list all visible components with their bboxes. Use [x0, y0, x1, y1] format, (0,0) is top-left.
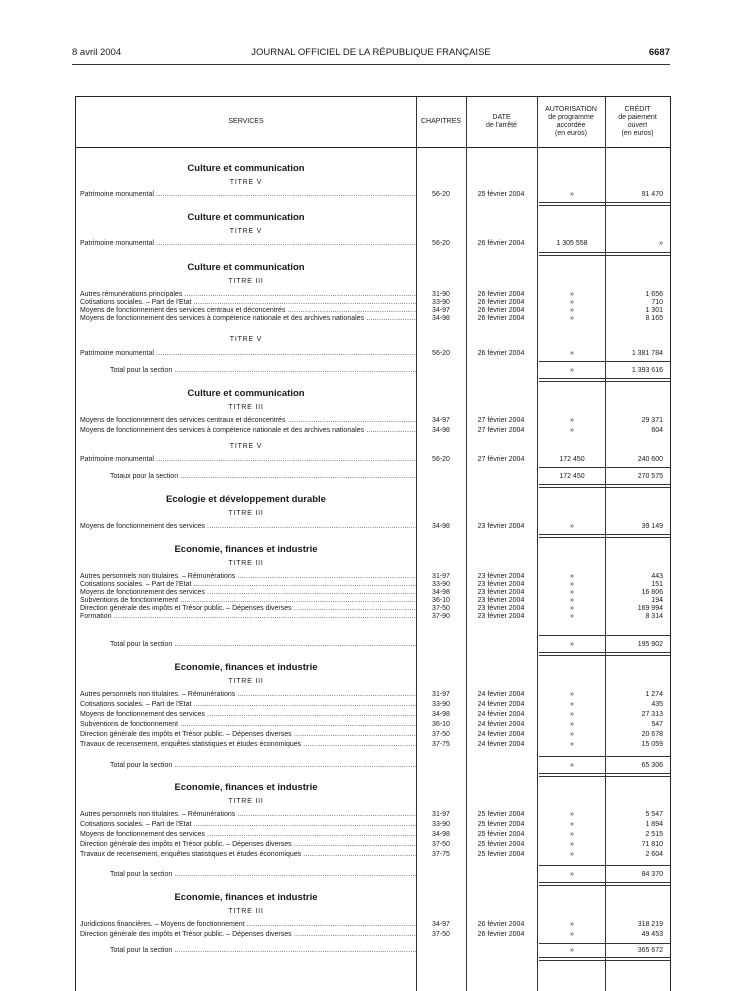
- total-rule: [539, 756, 670, 757]
- credit-cell: 29 371: [641, 417, 663, 424]
- autorisation-cell: »: [570, 589, 574, 596]
- date-cell: 23 février 2004: [477, 605, 525, 612]
- autorisation-cell: »: [570, 691, 574, 698]
- total-rule: [539, 635, 670, 636]
- service-label: Autres rémunérations principales .....: [80, 290, 416, 300]
- autorisation-cell: »: [570, 731, 574, 738]
- section-title: Ecologie et développement durable: [166, 494, 326, 505]
- issue-date: 8 avril 2004: [72, 47, 122, 58]
- table-row: [76, 690, 670, 700]
- total-label: Total pour la section .....: [110, 640, 416, 650]
- service-label: Autres personnels non titulaires. – Rémunérations .....: [80, 810, 416, 820]
- total-rule: [539, 467, 670, 468]
- service-label: Patrimoine monumental .....: [80, 349, 416, 359]
- date-cell: 23 février 2004: [477, 523, 525, 530]
- service-label: Direction générale des impôts et Trésor public. – Dépenses diverses .....: [80, 840, 416, 850]
- credit-cell: 1 656: [645, 291, 663, 298]
- chapitre-cell: 34-98: [432, 831, 450, 838]
- table-row: [76, 426, 670, 436]
- chapitre-cell: 56-20: [432, 350, 450, 357]
- table-row: [76, 700, 670, 710]
- autorisation-cell: »: [570, 947, 574, 954]
- chapitre-cell: 37-50: [432, 605, 450, 612]
- credit-cell: 1 301: [645, 307, 663, 314]
- autorisation-cell: »: [570, 573, 574, 580]
- service-label: Juridictions financières. – Moyens de fonctionnement .....: [80, 920, 416, 930]
- titre-heading: TITRE III: [228, 560, 264, 567]
- service-label: Formation .....: [80, 612, 416, 622]
- journal-title: JOURNAL OFFICIEL DE LA RÉPUBLIQUE FRANÇAISE: [251, 47, 491, 58]
- credit-cell: 151: [651, 581, 663, 588]
- date-cell: 25 février 2004: [477, 831, 525, 838]
- credit-cell: 2 604: [645, 851, 663, 858]
- autorisation-cell: »: [570, 307, 574, 314]
- table-row: [76, 850, 670, 860]
- total-label: Total pour la section .....: [110, 761, 416, 771]
- credit-cell: 49 453: [641, 931, 663, 938]
- credit-cell: 194: [651, 597, 663, 604]
- titre-heading: TITRE III: [228, 510, 264, 517]
- total-label: Total pour la section .....: [110, 870, 416, 880]
- total-label: Totaux pour la section .....: [110, 472, 416, 482]
- date-cell: 24 février 2004: [477, 731, 525, 738]
- page-number: 6687: [648, 47, 670, 58]
- credit-cell: 240 600: [637, 456, 663, 463]
- total-row: [76, 640, 670, 650]
- date-cell: 24 février 2004: [477, 721, 525, 728]
- section-title: Culture et communication: [187, 212, 305, 223]
- chapitre-cell: 56-20: [432, 456, 450, 463]
- autorisation-cell: »: [570, 417, 574, 424]
- date-cell: 25 février 2004: [477, 821, 525, 828]
- col-header-autorisation-text: AUTORISATION de programme accordée (en euros): [545, 106, 597, 137]
- chapitre-cell: 36-10: [432, 721, 450, 728]
- autorisation-cell: »: [570, 811, 574, 818]
- chapitre-cell: 36-10: [432, 597, 450, 604]
- chapitre-cell: 37-90: [432, 613, 450, 620]
- credit-cell: »: [659, 240, 663, 247]
- credit-cell: 443: [651, 573, 663, 580]
- titre-heading: TITRE III: [228, 278, 264, 285]
- autorisation-cell: »: [570, 315, 574, 322]
- service-label: Direction générale des impôts et Trésor public. – Dépenses diverses .....: [80, 604, 416, 614]
- autorisation-cell: »: [570, 613, 574, 620]
- date-cell: 23 février 2004: [477, 597, 525, 604]
- date-cell: 23 février 2004: [477, 613, 525, 620]
- autorisation-cell: »: [570, 581, 574, 588]
- titre-heading: TITRE V: [229, 179, 263, 186]
- credit-cell: 318 219: [637, 921, 663, 928]
- autorisation-cell: »: [570, 701, 574, 708]
- titre-heading: TITRE III: [228, 908, 264, 915]
- credit-cell: 1 393 616: [631, 367, 663, 374]
- date-cell: 24 février 2004: [477, 741, 525, 748]
- total-row: [76, 761, 670, 771]
- autorisation-cell: »: [570, 721, 574, 728]
- col-header-chapitres: [416, 97, 466, 147]
- chapitre-cell: 37-50: [432, 931, 450, 938]
- autorisation-cell: »: [570, 931, 574, 938]
- chapitre-cell: 33-90: [432, 299, 450, 306]
- service-label: Moyens de fonctionnement des services .....: [80, 522, 416, 532]
- table-row: [76, 455, 670, 465]
- date-cell: 24 février 2004: [477, 701, 525, 708]
- service-label: Travaux de recensement, enquêtes statistiques et études économiques .....: [80, 740, 416, 750]
- autorisation-cell: »: [570, 841, 574, 848]
- section-title: Culture et communication: [187, 262, 305, 273]
- col-header-date: [466, 97, 537, 147]
- section-title: Economie, finances et industrie: [174, 662, 318, 673]
- chapitre-cell: 56-20: [432, 240, 450, 247]
- credit-cell: 8 165: [645, 315, 663, 322]
- date-cell: 25 février 2004: [477, 191, 525, 198]
- credit-cell: 1 894: [645, 821, 663, 828]
- service-label: Autres personnels non titulaires. – Rémunérations .....: [80, 690, 416, 700]
- credit-cell: 1 381 784: [631, 350, 663, 357]
- autorisation-cell: 172 450: [559, 456, 585, 463]
- date-cell: 26 février 2004: [477, 931, 525, 938]
- autorisation-cell: »: [570, 641, 574, 648]
- table-row: [76, 920, 670, 930]
- chapitre-cell: 31-97: [432, 691, 450, 698]
- date-cell: 23 février 2004: [477, 589, 525, 596]
- table-row: [76, 810, 670, 820]
- credit-cell: 71 810: [641, 841, 663, 848]
- table-row: [76, 416, 670, 426]
- chapitre-cell: 37-50: [432, 731, 450, 738]
- chapitre-cell: 37-50: [432, 841, 450, 848]
- titre-heading: TITRE V: [229, 336, 263, 343]
- table-row: [76, 730, 670, 740]
- service-label: Moyens de fonctionnement des services .....: [80, 588, 416, 598]
- table-row: [76, 740, 670, 750]
- date-cell: 27 février 2004: [477, 427, 525, 434]
- col-header-chapitres-text: CHAPITRES: [420, 118, 462, 125]
- table-header: [76, 97, 670, 148]
- service-label: Moyens de fonctionnement des services centraux et déconcentrés .....: [80, 416, 416, 426]
- chapitre-cell: 37-75: [432, 851, 450, 858]
- chapitre-cell: 33-90: [432, 581, 450, 588]
- credit-cell: 27 313: [641, 711, 663, 718]
- autorisation-cell: »: [570, 831, 574, 838]
- chapitre-cell: 34-98: [432, 315, 450, 322]
- date-cell: 25 février 2004: [477, 841, 525, 848]
- date-cell: 27 février 2004: [477, 456, 525, 463]
- table-row: [76, 820, 670, 830]
- total-double-rule: [539, 534, 670, 538]
- autorisation-cell: 1 305 558: [556, 240, 588, 247]
- section-title: Economie, finances et industrie: [174, 782, 318, 793]
- chapitre-cell: 33-90: [432, 821, 450, 828]
- section-title: Culture et communication: [187, 163, 305, 174]
- autorisation-cell: »: [570, 191, 574, 198]
- chapitre-cell: 34-98: [432, 589, 450, 596]
- total-rule: [539, 865, 670, 866]
- total-double-rule: [539, 252, 670, 256]
- total-double-rule: [539, 773, 670, 777]
- titre-heading: TITRE III: [228, 678, 264, 685]
- total-rule: [539, 361, 670, 362]
- autorisation-cell: »: [570, 350, 574, 357]
- date-cell: 24 février 2004: [477, 711, 525, 718]
- total-double-rule: [539, 882, 670, 886]
- autorisation-cell: »: [570, 871, 574, 878]
- col-header-services: [76, 97, 416, 147]
- date-cell: 23 février 2004: [477, 581, 525, 588]
- section-title: Economie, finances et industrie: [174, 892, 318, 903]
- credit-cell: 5 547: [645, 811, 663, 818]
- section-title: Economie, finances et industrie: [174, 544, 318, 555]
- date-cell: 26 février 2004: [477, 921, 525, 928]
- service-label: Subventions de fonctionnement .....: [80, 596, 416, 606]
- chapitre-cell: 34-97: [432, 307, 450, 314]
- service-label: Patrimoine monumental .....: [80, 239, 416, 249]
- service-label: Moyens de fonctionnement des services à compétence nationale et des archives nationales .....: [80, 314, 416, 324]
- credit-cell: 84 370: [641, 871, 663, 878]
- service-label: Cotisations sociales. – Part de l'Etat .....: [80, 820, 416, 830]
- table-row: [76, 239, 670, 249]
- service-label: Direction générale des impôts et Trésor public. – Dépenses diverses .....: [80, 730, 416, 740]
- autorisation-cell: »: [570, 597, 574, 604]
- section-title: Culture et communication: [187, 388, 305, 399]
- header-rule: [72, 64, 670, 65]
- service-label: Moyens de fonctionnement des services à compétence nationale et des archives nationales .....: [80, 426, 416, 436]
- service-label: Autres personnels non titulaires. – Rémunérations .....: [80, 572, 416, 582]
- total-double-rule: [539, 378, 670, 382]
- table-row: [76, 522, 670, 532]
- total-rule: [539, 943, 670, 944]
- table-row: [76, 930, 670, 940]
- table-row: [76, 720, 670, 730]
- credit-cell: 169 994: [637, 605, 663, 612]
- total-row: [76, 946, 670, 956]
- credit-cell: 8 314: [645, 613, 663, 620]
- autorisation-cell: »: [570, 523, 574, 530]
- date-cell: 26 février 2004: [477, 350, 525, 357]
- service-label: Cotisations sociales. – Part de l'Etat .....: [80, 580, 416, 590]
- service-label: Patrimoine monumental .....: [80, 190, 416, 200]
- total-double-rule: [539, 484, 670, 488]
- autorisation-cell: »: [570, 427, 574, 434]
- credit-cell: 1 274: [645, 691, 663, 698]
- titre-heading: TITRE III: [228, 798, 264, 805]
- titre-heading: TITRE V: [229, 228, 263, 235]
- autorisation-cell: »: [570, 762, 574, 769]
- col-header-credit: [605, 97, 670, 147]
- service-label: Subventions de fonctionnement .....: [80, 720, 416, 730]
- table-row: [76, 840, 670, 850]
- chapitre-cell: 31-97: [432, 811, 450, 818]
- chapitre-cell: 56-20: [432, 191, 450, 198]
- autorisation-cell: »: [570, 851, 574, 858]
- chapitre-cell: 34-97: [432, 921, 450, 928]
- autorisation-cell: »: [570, 821, 574, 828]
- total-label: Total pour la section .....: [110, 366, 416, 376]
- credit-cell: 16 806: [641, 589, 663, 596]
- chapitre-cell: 31-90: [432, 291, 450, 298]
- date-cell: 26 février 2004: [477, 299, 525, 306]
- credit-cell: 2 515: [645, 831, 663, 838]
- total-double-rule: [539, 652, 670, 656]
- chapitre-cell: 33-90: [432, 701, 450, 708]
- chapitre-cell: 34-97: [432, 417, 450, 424]
- credit-cell: 91 470: [641, 191, 663, 198]
- service-label: Travaux de recensement, enquêtes statistiques et études économiques .....: [80, 850, 416, 860]
- autorisation-cell: »: [570, 299, 574, 306]
- autorisation-cell: »: [570, 291, 574, 298]
- date-cell: 23 février 2004: [477, 573, 525, 580]
- date-cell: 25 février 2004: [477, 851, 525, 858]
- chapitre-cell: 34-98: [432, 427, 450, 434]
- credits-table: [75, 96, 671, 991]
- autorisation-cell: »: [570, 921, 574, 928]
- credit-cell: 365 672: [637, 947, 663, 954]
- date-cell: 26 février 2004: [477, 291, 525, 298]
- service-label: Cotisations sociales. – Part de l'Etat .....: [80, 700, 416, 710]
- titre-heading: TITRE V: [229, 443, 263, 450]
- page-header: [72, 47, 670, 61]
- autorisation-cell: »: [570, 741, 574, 748]
- total-row: [76, 366, 670, 376]
- credit-cell: 195 902: [637, 641, 663, 648]
- credit-cell: 20 678: [641, 731, 663, 738]
- table-row: [76, 314, 670, 324]
- autorisation-cell: 172 450: [559, 473, 585, 480]
- service-label: Direction générale des impôts et Trésor public. – Dépenses diverses .....: [80, 930, 416, 940]
- service-label: Moyens de fonctionnement des services .....: [80, 710, 416, 720]
- autorisation-cell: »: [570, 367, 574, 374]
- total-row: [76, 472, 670, 482]
- credit-cell: 65 306: [641, 762, 663, 769]
- date-cell: 26 février 2004: [477, 315, 525, 322]
- table-row: [76, 190, 670, 200]
- date-cell: 26 février 2004: [477, 240, 525, 247]
- credit-cell: 270 575: [637, 473, 663, 480]
- date-cell: 27 février 2004: [477, 417, 525, 424]
- autorisation-cell: »: [570, 605, 574, 612]
- chapitre-cell: 37-75: [432, 741, 450, 748]
- date-cell: 24 février 2004: [477, 691, 525, 698]
- total-double-rule: [539, 957, 670, 961]
- service-label: Patrimoine monumental .....: [80, 455, 416, 465]
- table-row: [76, 349, 670, 359]
- col-header-autorisation: [537, 97, 605, 147]
- col-header-services-text: SERVICES: [228, 118, 264, 125]
- credit-cell: 15 059: [641, 741, 663, 748]
- credit-cell: 604: [651, 427, 663, 434]
- service-label: Moyens de fonctionnement des services .....: [80, 830, 416, 840]
- chapitre-cell: 31-97: [432, 573, 450, 580]
- chapitre-cell: 34-98: [432, 523, 450, 530]
- autorisation-cell: »: [570, 711, 574, 718]
- credit-cell: 710: [651, 299, 663, 306]
- col-header-credit-text: CRÉDIT de paiement ouvert (en euros): [618, 106, 657, 137]
- credit-cell: 435: [651, 701, 663, 708]
- service-label: Moyens de fonctionnement des services centraux et déconcentrés .....: [80, 306, 416, 316]
- total-double-rule: [539, 202, 670, 206]
- titre-heading: TITRE III: [228, 404, 264, 411]
- credit-cell: 547: [651, 721, 663, 728]
- table-row: [76, 830, 670, 840]
- col-header-date-text: DATE de l'arrêté: [486, 114, 517, 129]
- credit-cell: 39 149: [641, 523, 663, 530]
- total-row: [76, 870, 670, 880]
- service-label: Cotisations sociales. – Part de l'Etat .....: [80, 298, 416, 308]
- date-cell: 26 février 2004: [477, 307, 525, 314]
- table-row: [76, 612, 670, 622]
- total-label: Total pour la section .....: [110, 946, 416, 956]
- table-row: [76, 710, 670, 720]
- chapitre-cell: 34-98: [432, 711, 450, 718]
- date-cell: 25 février 2004: [477, 811, 525, 818]
